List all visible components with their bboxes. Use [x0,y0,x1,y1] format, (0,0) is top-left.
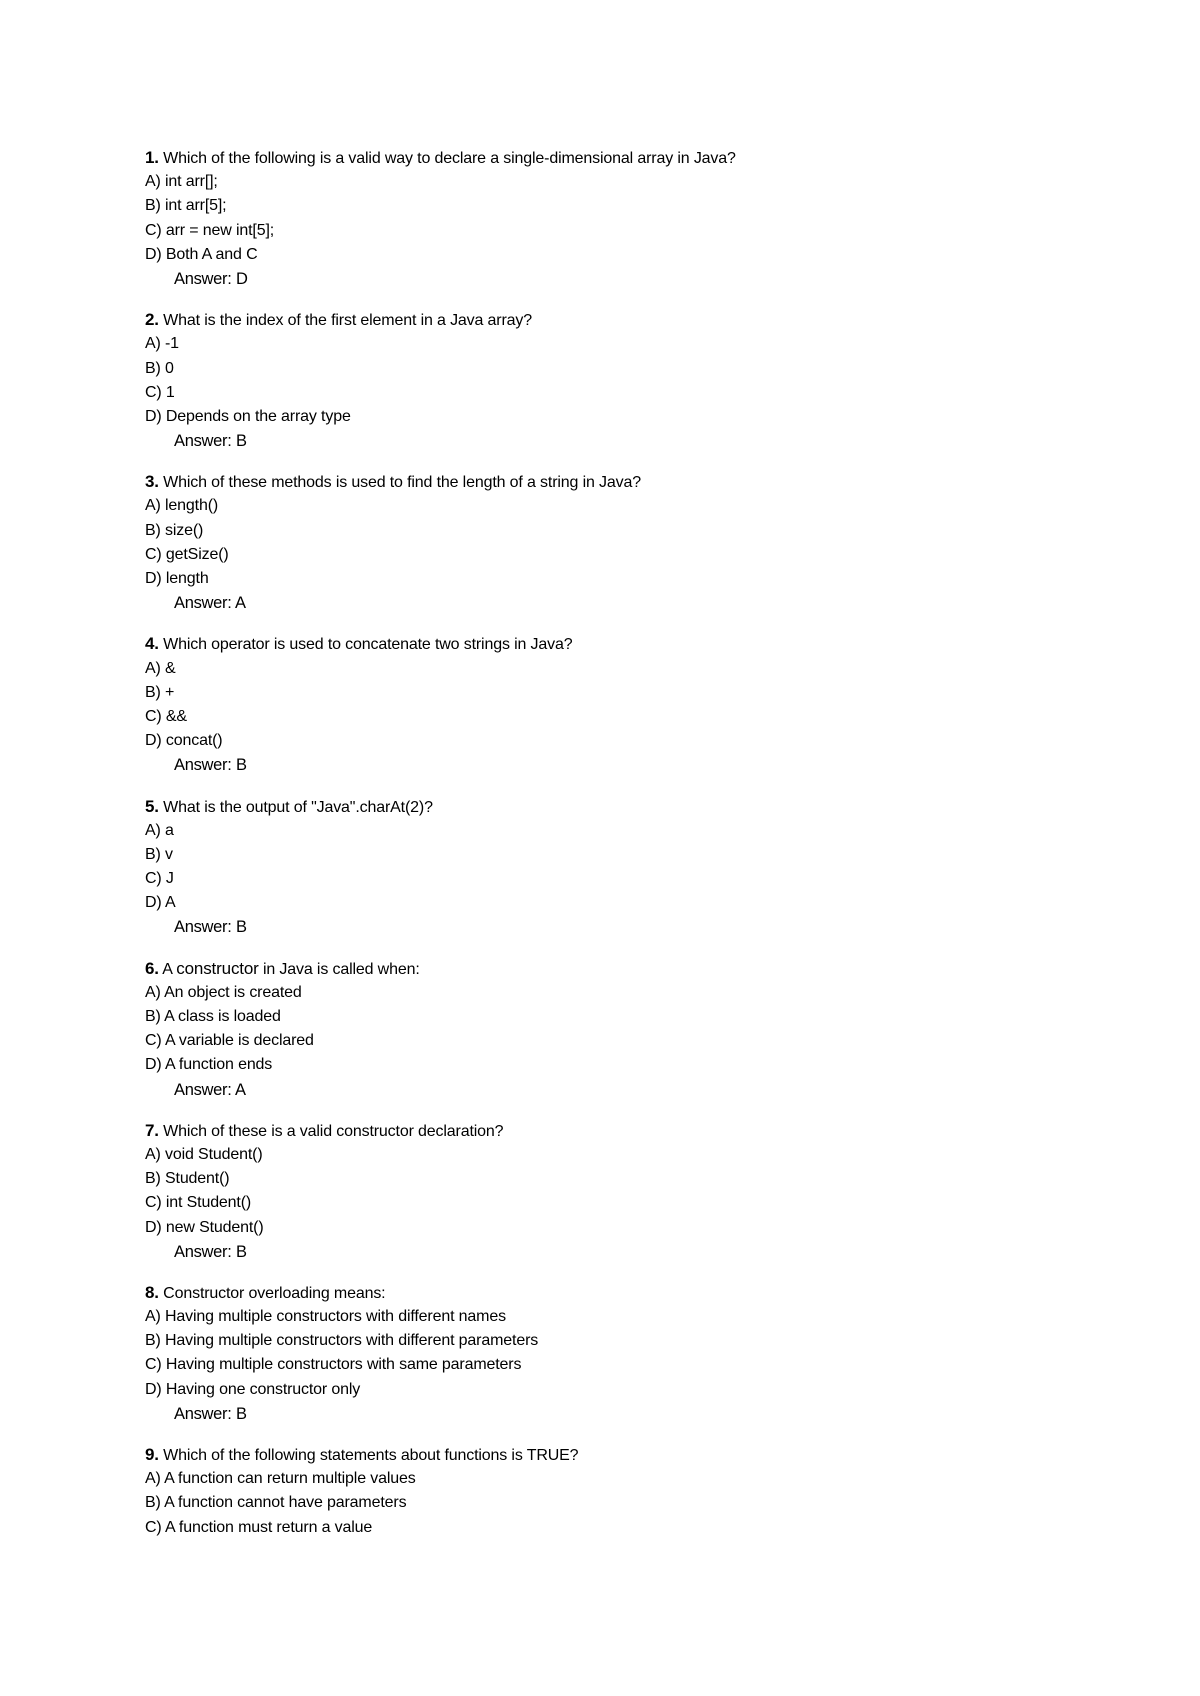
option-d: D) new Student() [145,1218,264,1236]
option-c: C) getSize() [145,545,229,563]
question-text [145,1281,1200,1305]
question-9 [145,1443,1200,1540]
answer-line [145,1402,1200,1426]
option-d: D) length [145,570,209,587]
answer-value: B [231,918,247,937]
answer-line [145,429,1200,453]
question-prompt: Constructor overloading means: [158,1284,386,1302]
question-prompt: Which of these methods is used to find the length of a string in Java? [158,474,641,492]
option-d: D) Both A and C [145,245,258,263]
question-keyword: constructor [176,958,259,978]
option-c: C) && [145,707,187,725]
option-a: A) A function can return multiple values [145,1470,416,1488]
answer-line [145,915,1200,939]
option-d: D) A function ends [145,1056,273,1074]
question-number: 4. [145,634,159,654]
option-b: B) int arr[5]; [145,197,227,215]
question-text [145,632,1200,656]
option-a: A) a [145,821,174,839]
question-4 [145,632,1200,777]
question-8 [145,1281,1200,1426]
answer-value: B [231,756,247,775]
option-b: B) v [145,845,173,863]
answer-line [145,753,1200,777]
question-text [145,795,1200,819]
answer-label: Answer: [174,432,232,451]
question-number: 5. [145,796,159,816]
question-text [145,1119,1200,1143]
option-c: C) A variable is declared [145,1032,314,1050]
option-a: A) -1 [145,335,179,353]
question-prompt: Which operator is used to concatenate two strings in Java? [158,636,573,654]
answer-label: Answer: [174,269,232,288]
answer-line [145,1078,1200,1102]
question-text [145,146,1200,170]
answer-label: Answer: [174,756,232,775]
question-number: 6. [145,958,159,978]
question-prompt: Which of the following is a valid way to declare a single-dimensional array in Java? [158,150,736,167]
option-b: B) A class is loaded [145,1008,281,1025]
question-text [145,1443,1200,1467]
answer-line [145,267,1200,291]
option-b: B) A function cannot have parameters [145,1494,407,1512]
option-b: B) + [145,683,175,701]
option-b: B) Student() [145,1170,230,1188]
option-a: A) & [145,659,176,677]
answer-line [145,1240,1200,1264]
answer-line [145,591,1200,615]
question-prompt: What is the index of the first element in a Java array? [158,312,533,330]
question-2 [145,308,1200,453]
question-6 [145,957,1200,1102]
option-b: B) 0 [145,359,174,377]
option-d: D) concat() [145,732,223,750]
question-prompt: A [158,960,177,978]
question-prompt: What is the output of "Java".charAt(2)? [158,798,433,816]
option-c: C) 1 [145,383,175,401]
answer-value: B [231,432,247,451]
answer-value: A [231,594,246,613]
question-1 [145,146,1200,291]
question-number: 9. [145,1445,159,1464]
option-c: C) arr = new int[5]; [145,221,275,239]
question-prompt: Which of these is a valid constructor declaration? [158,1122,504,1140]
option-c: C) J [145,870,174,888]
answer-value: B [231,1404,247,1423]
question-text [145,470,1200,494]
option-d: D) Having one constructor only [145,1380,361,1398]
answer-value: D [231,269,248,288]
option-a: A) Having multiple constructors with different names [145,1308,506,1326]
question-number: 2. [145,310,159,330]
answer-label: Answer: [174,1080,232,1099]
question-number: 1. [145,148,159,167]
option-d: D) A [145,894,176,912]
question-5 [145,795,1200,940]
answer-label: Answer: [174,918,232,937]
question-prompt: Which of the following statements about functions is TRUE? [158,1447,579,1464]
question-text [145,308,1200,332]
answer-value: B [231,1242,247,1261]
question-text [145,957,1200,981]
option-c: C) Having multiple constructors with same parameters [145,1356,522,1374]
question-number: 3. [145,472,159,492]
answer-label: Answer: [174,1404,232,1423]
option-a: A) int arr[]; [145,173,218,191]
option-b: B) Having multiple constructors with different parameters [145,1332,539,1350]
question-number: 7. [145,1120,159,1140]
option-c: C) A function must return a value [145,1518,373,1536]
answer-label: Answer: [174,1242,232,1261]
question-3 [145,470,1200,615]
answer-value: A [231,1080,246,1099]
question-number: 8. [145,1282,159,1302]
option-a: A) void Student() [145,1145,263,1163]
option-d: D) Depends on the array type [145,407,351,425]
answer-label: Answer: [174,594,232,613]
option-a: A) length() [145,497,219,515]
option-a: A) An object is created [145,983,302,1001]
option-b: B) size() [145,521,204,539]
question-7 [145,1119,1200,1264]
option-c: C) int Student() [145,1194,252,1212]
question-prompt-end: in Java is called when: [258,960,420,978]
